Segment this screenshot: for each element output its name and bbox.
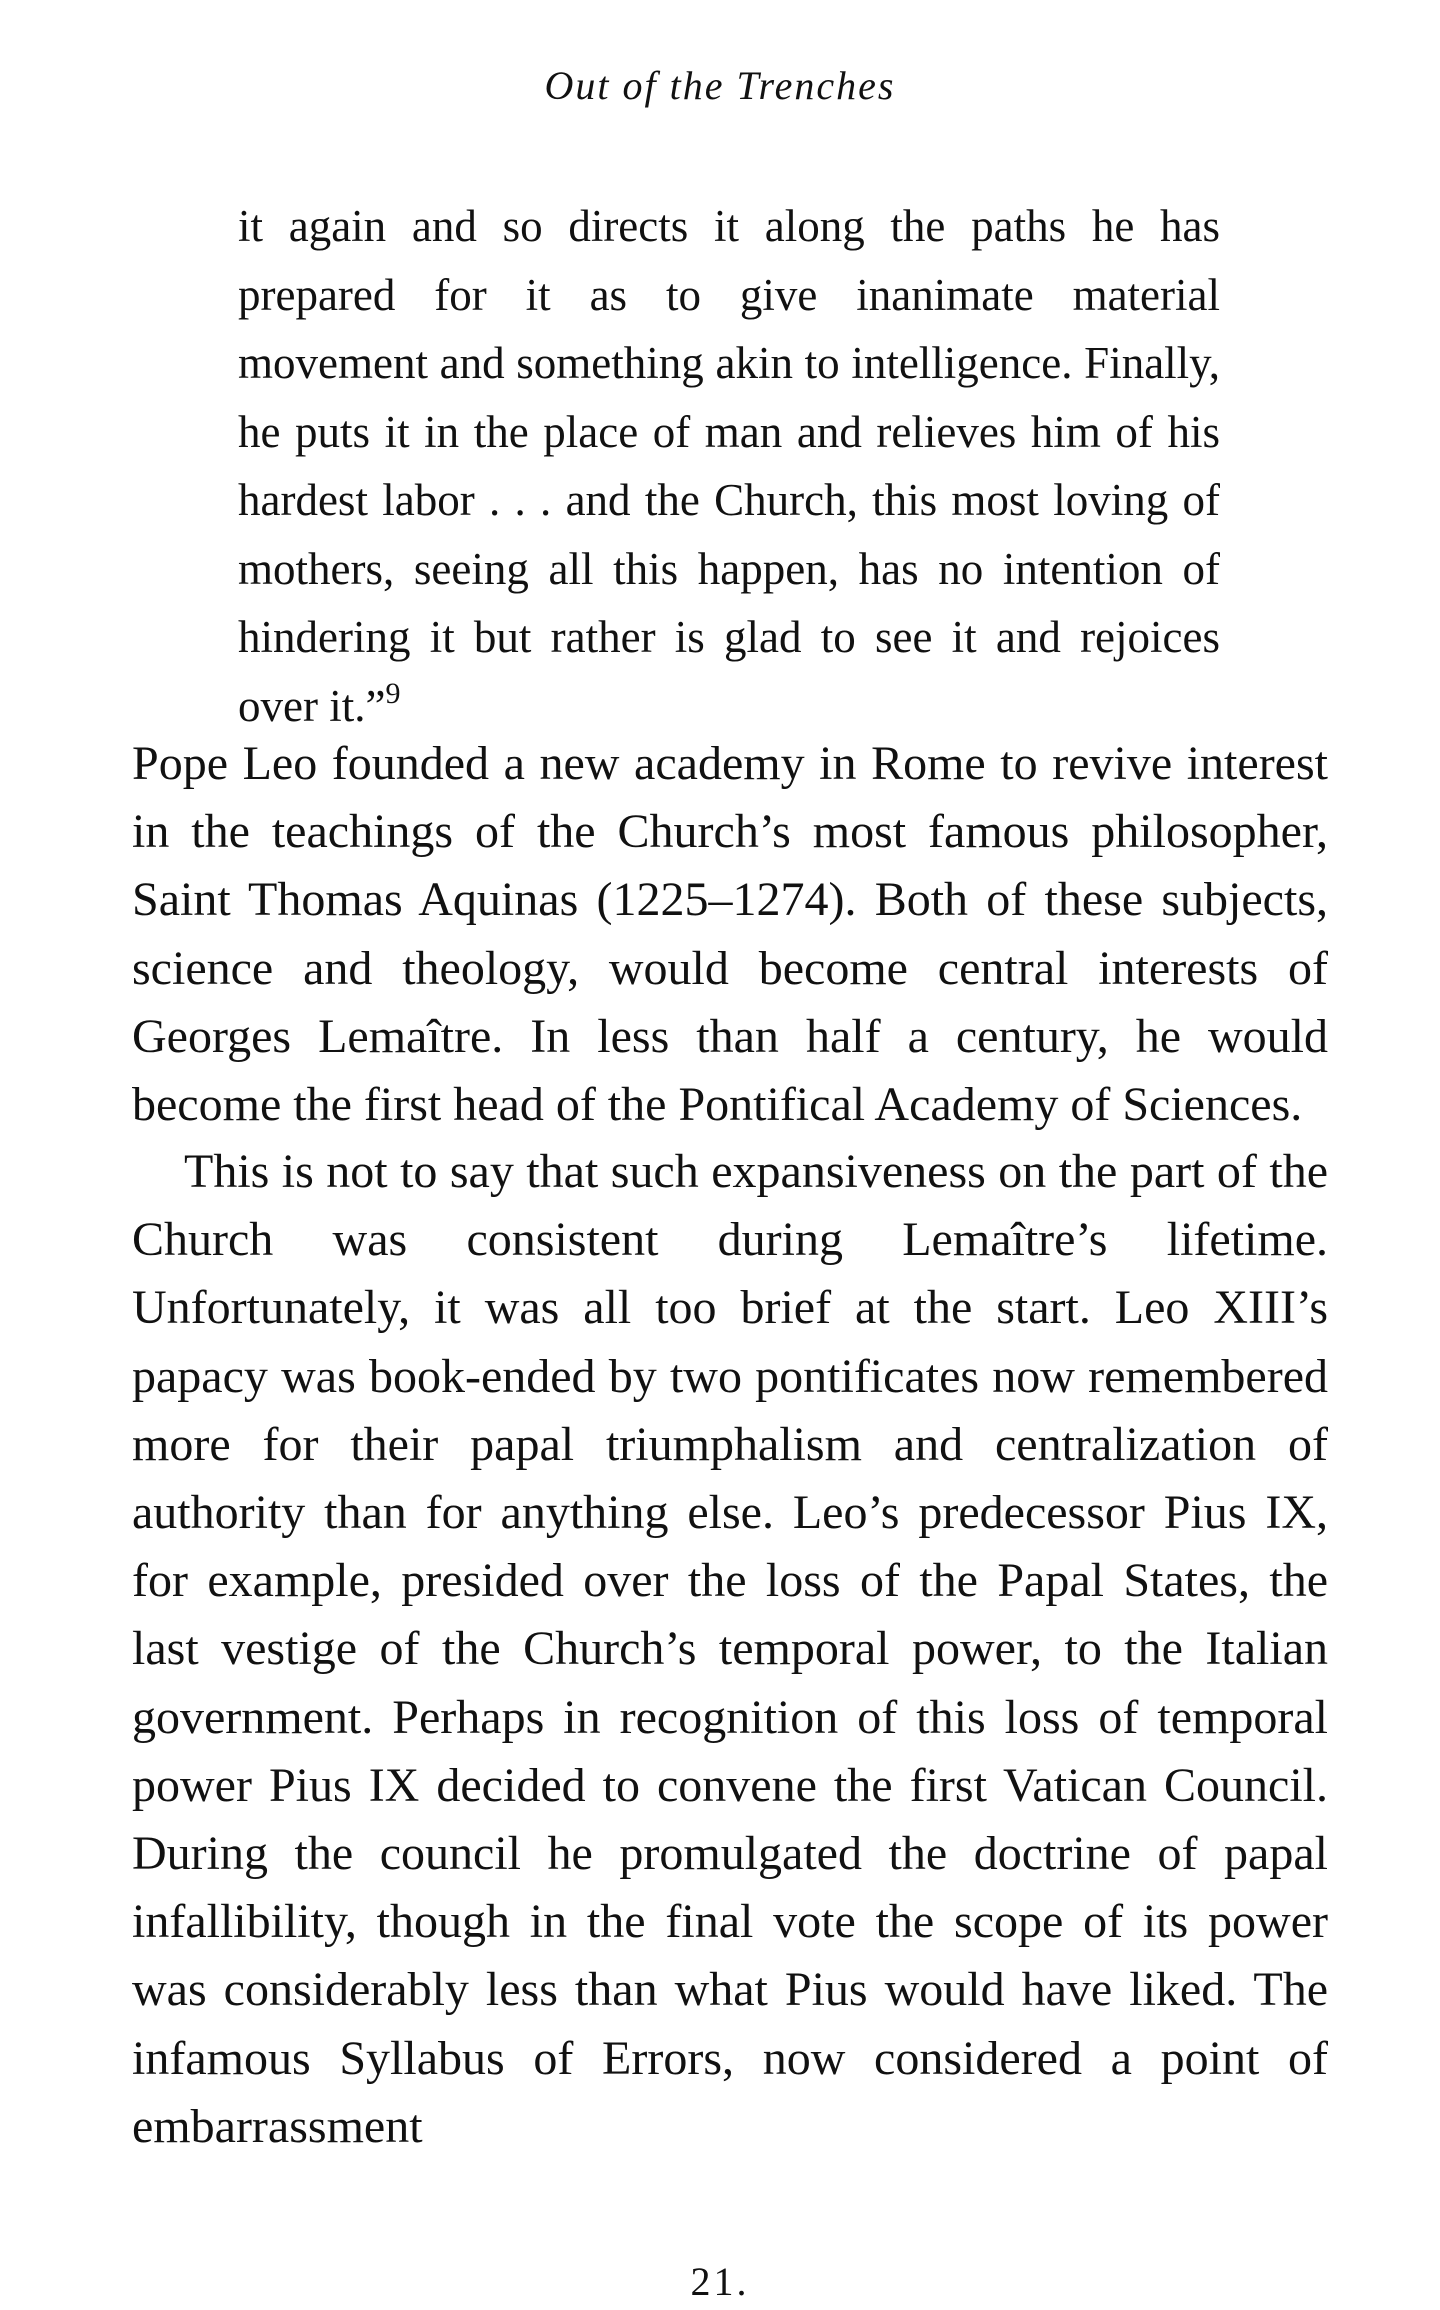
footnote-reference: 9	[385, 676, 401, 710]
page-number: 21.	[690, 2259, 750, 2304]
running-head: Out of the Trenches	[544, 63, 896, 108]
block-quote	[238, 192, 1220, 740]
block-quote-text: it again and so directs it along the paths he has prepared for it as to give inanimate material movement and something akin to intelligence. Finally, he puts it in the place of man and relieves him of his hardest labor . . . and the Church, this most loving of mothers, seeing all this happen, has no intention of hindering it but rather is glad to see it and rejoices over it.”	[238, 201, 1220, 731]
body-paragraph: This is not to say that such expansiveness on the part of the Church was consistent during Lemaître’s lifetime. Unfortunately, it was all too brief at the start. Leo XIII’s papacy was book-ended by two pontificates now remembered more for their papal triumphalism and centralization of authority than for anything else. Leo’s predecessor Pius IX, for example, presided over the loss of the Papal States, the last vestige of the Church’s temporal power, to the Italian government. Perhaps in recognition of this loss of temporal power Pius IX decided to convene the first Vatican Council. During the council he promulgated the doctrine of papal infallibility, though in the final vote the scope of its power was considerably less than what Pius would have liked. The infamous Syllabus of Errors, now considered a point of embarrassment	[132, 1145, 1328, 2153]
body-paragraph: Pope Leo founded a new academy in Rome to revive interest in the teachings of the Church’s most famous philosopher, Saint Thomas Aquinas (1225–1274). Both of these subjects, science and theology, would become central interests of Georges Lemaître. In less than half a century, he would become the first head of the Pontifical Academy of Sciences.	[132, 737, 1328, 1132]
